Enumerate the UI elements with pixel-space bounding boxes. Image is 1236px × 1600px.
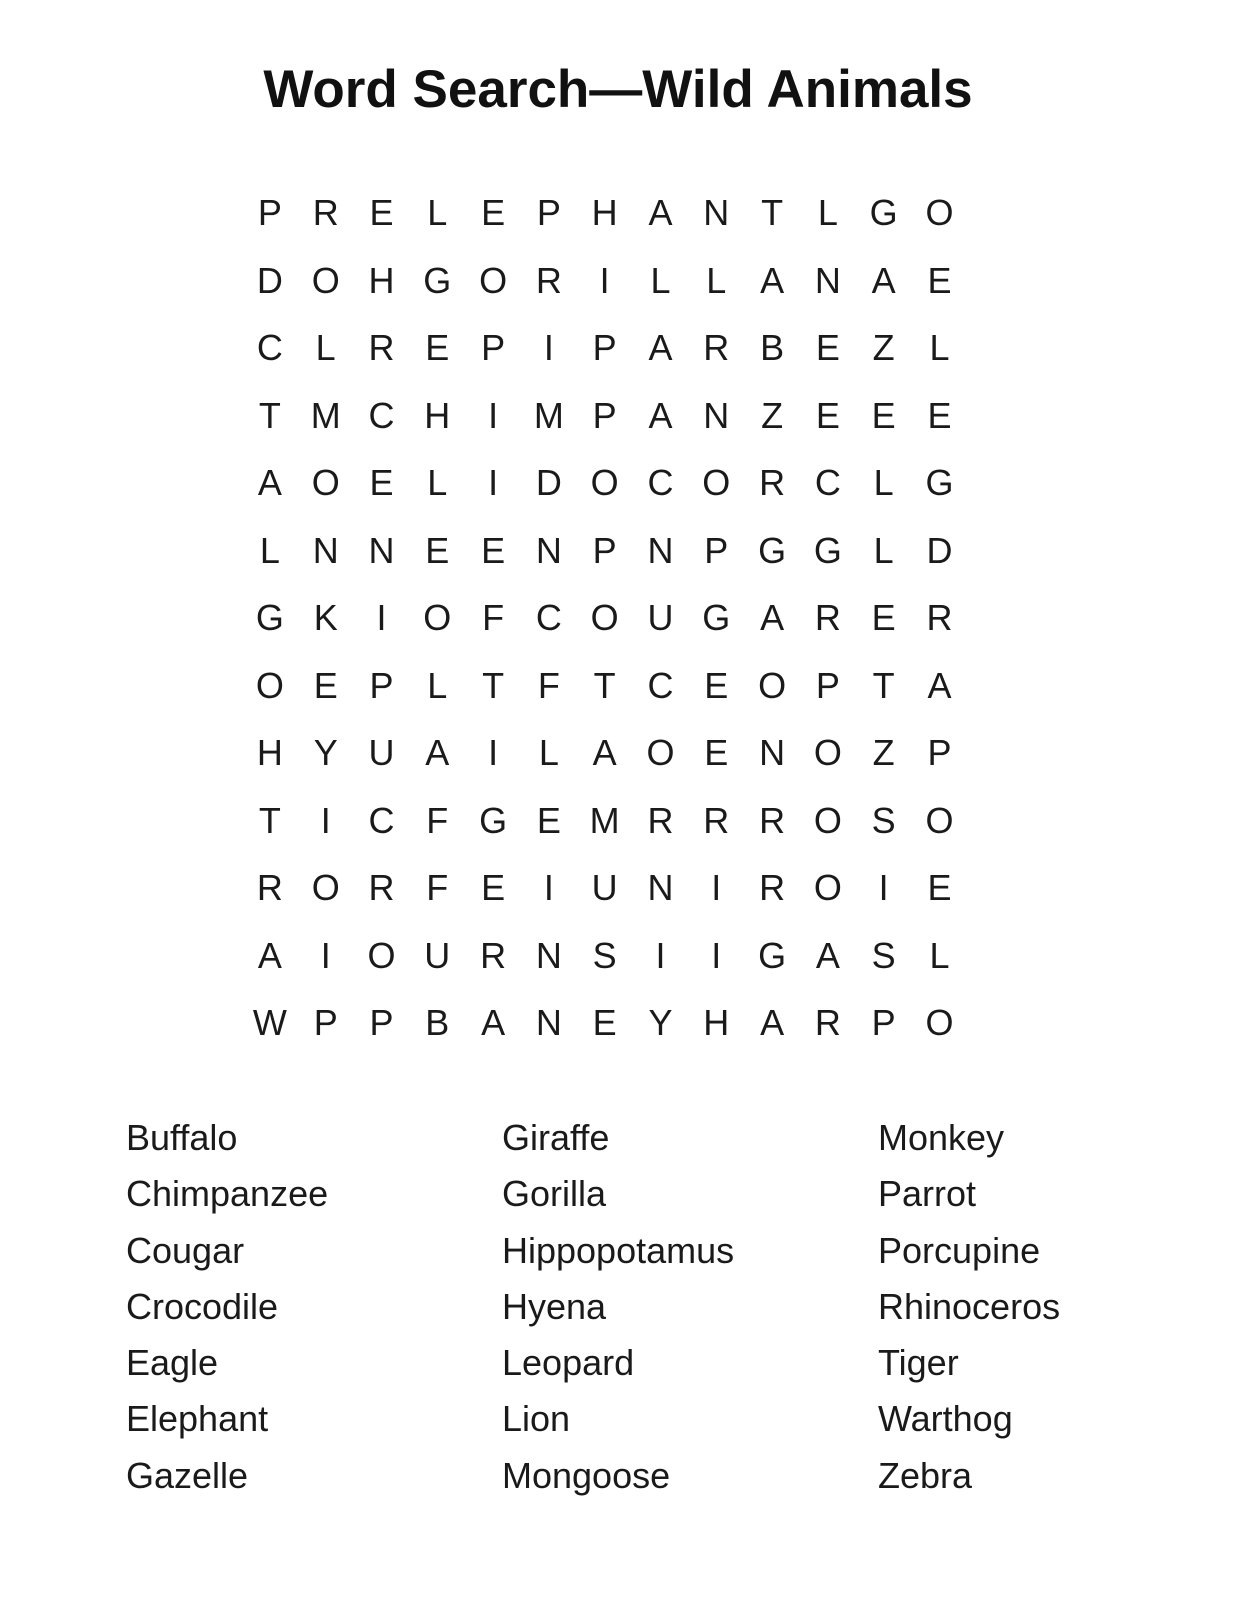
grid-letter: I [320,934,331,976]
grid-letter: L [929,327,950,368]
grid-letter: A [648,192,673,233]
grid-letter: P [815,664,840,706]
grid-letter: G [702,597,731,638]
grid-letter: K [313,597,338,638]
grid-letter: R [647,799,674,841]
grid-letter: I [488,462,499,503]
grid-letter: P [313,1002,338,1043]
grid-letter: D [535,462,562,503]
grid-letter: G [869,192,898,233]
grid-letter: P [927,732,952,773]
grid-letter: P [592,394,617,436]
grid-letter: P [871,1002,896,1043]
grid-row [242,719,968,787]
grid-letter: T [258,799,281,841]
grid-row [242,179,968,247]
word-list-item: Warthog [878,1398,1013,1440]
grid-letter: L [650,259,671,301]
letter-grid [242,179,968,1057]
grid-letter: C [368,799,395,841]
grid-letter: T [593,664,616,706]
grid-letter: E [871,597,896,638]
grid-letter: G [479,799,508,841]
grid-letter: O [925,1002,954,1043]
grid-letter: G [423,259,452,301]
grid-row [242,854,968,922]
grid-letter: S [592,934,617,976]
grid-letter: I [543,327,554,368]
grid-letter: S [871,799,896,841]
grid-letter: P [592,529,617,571]
grid-letter: L [427,664,448,706]
grid-letter: I [711,867,722,908]
grid-letter: U [591,867,618,908]
grid-letter: A [760,259,785,301]
word-list-item: Elephant [126,1398,269,1440]
grid-letter: R [535,259,562,301]
grid-letter: I [599,259,610,301]
grid-letter: O [367,934,396,976]
word-list [0,1110,1236,1530]
grid-letter: M [533,394,564,436]
grid-letter: E [481,192,506,233]
grid-letter: R [312,192,339,233]
grid-letter: A [927,664,952,706]
grid-letter: T [872,664,895,706]
grid-row [242,652,968,720]
grid-letter: R [256,867,283,908]
grid-letter: H [591,192,618,233]
grid-letter: O [311,462,340,503]
grid-letter: Y [648,1002,673,1043]
grid-letter: M [310,394,341,436]
grid-letter: G [813,529,842,571]
word-column-2 [502,1110,734,1504]
grid-letter: N [312,529,339,571]
grid-letter: U [647,597,674,638]
grid-letter: C [647,462,674,503]
grid-letter: C [814,462,841,503]
grid-letter: P [536,192,561,233]
grid-letter: E [815,394,840,436]
grid-letter: L [706,259,727,301]
grid-letter: E [313,664,338,706]
grid-letter: T [761,192,784,233]
word-list-item: Giraffe [502,1117,610,1158]
grid-letter: I [376,597,387,638]
word-list-item: Parrot [878,1173,977,1215]
grid-letter: R [703,327,730,368]
grid-letter: R [759,799,786,841]
grid-letter: O [925,192,954,233]
grid-letter: G [255,597,284,638]
grid-row [242,247,968,315]
grid-letter: O [813,732,842,773]
grid-letter: C [647,664,674,706]
word-list-item: Buffalo [126,1117,238,1158]
grid-letter: E [927,259,952,301]
grid-letter: A [871,259,896,301]
grid-letter: N [535,934,562,976]
grid-letter: P [481,327,506,368]
grid-letter: M [589,799,620,841]
grid-letter: F [482,597,505,638]
grid-letter: Z [761,394,784,436]
grid-letter: E [704,732,729,773]
grid-letter: A [425,732,450,773]
grid-letter: F [537,664,560,706]
grid-letter: L [315,327,336,368]
grid-letter: A [257,462,282,503]
grid-letter: T [482,664,505,706]
grid-letter: O [813,867,842,908]
word-list-item: Lion [502,1398,571,1440]
grid-letter: O [479,259,508,301]
word-list-item: Tiger [878,1342,959,1384]
grid-letter: E [704,664,729,706]
page-title: Word Search—Wild Animals [263,60,973,119]
grid-letter: E [425,327,450,368]
grid-letter: R [759,462,786,503]
grid-letter: E [536,799,561,841]
grid-row [242,922,968,990]
grid-letter: G [758,529,787,571]
grid-letter: R [926,597,953,638]
grid-letter: O [590,462,619,503]
word-list-item: Chimpanzee [126,1173,329,1215]
grid-letter: I [655,934,666,976]
grid-letter: O [423,597,452,638]
grid-letter: P [257,192,282,233]
grid-letter: N [647,529,674,571]
word-list-item: Cougar [126,1229,245,1271]
grid-letter: I [543,867,554,908]
grid-letter: P [592,327,617,368]
grid-letter: O [925,799,954,841]
grid-letter: A [760,1002,785,1043]
grid-letter: N [368,529,395,571]
grid-letter: L [817,192,838,233]
grid-row [242,989,968,1057]
grid-letter: E [927,867,952,908]
grid-letter: E [871,394,896,436]
grid-letter: D [926,529,953,571]
grid-letter: Z [872,732,895,773]
grid-letter: G [758,934,787,976]
grid-letter: I [488,732,499,773]
grid-letter: F [426,799,449,841]
grid-letter: A [760,597,785,638]
grid-letter: A [481,1002,506,1043]
grid-letter: E [425,529,450,571]
grid-letter: O [590,597,619,638]
grid-letter: H [703,1002,730,1043]
grid-letter: P [369,664,394,706]
grid-letter: E [592,1002,617,1043]
grid-letter: R [814,1002,841,1043]
word-column-1 [126,1110,328,1504]
grid-letter: A [257,934,282,976]
grid-letter: U [368,732,395,773]
grid-letter: L [259,529,280,571]
grid-letter: E [369,192,394,233]
grid-letter: O [702,462,731,503]
grid-letter: S [871,934,896,976]
word-column-3 [878,1110,1060,1504]
grid-letter: I [711,934,722,976]
grid-letter: A [592,732,617,773]
grid-letter: L [427,192,448,233]
grid-letter: C [256,327,283,368]
grid-letter: E [369,462,394,503]
grid-letter: P [704,529,729,571]
grid-letter: B [425,1002,450,1043]
grid-letter: G [925,462,954,503]
grid-letter: R [368,327,395,368]
word-list-item: Crocodile [126,1285,279,1327]
grid-letter: N [814,259,841,301]
grid-letter: L [873,462,894,503]
grid-row [242,314,968,382]
grid-row [242,787,968,855]
grid-letter: N [647,867,674,908]
grid-letter: C [368,394,395,436]
grid-letter: W [252,1002,287,1043]
word-list-item: Hyena [502,1285,607,1327]
grid-letter: R [814,597,841,638]
grid-letter: E [927,394,952,436]
grid-letter: O [311,867,340,908]
word-list-item: Eagle [126,1342,219,1384]
grid-letter: A [648,394,673,436]
grid-letter: L [929,934,950,976]
grid-letter: O [646,732,675,773]
grid-letter: Y [313,732,338,773]
grid-letter: R [703,799,730,841]
grid-letter: A [648,327,673,368]
grid-letter: H [424,394,451,436]
grid-row [242,517,968,585]
grid-letter: N [703,394,730,436]
grid-letter: O [758,664,787,706]
grid-letter: N [703,192,730,233]
grid-letter: N [759,732,786,773]
word-list-item: Zebra [878,1454,973,1496]
grid-letter: Z [872,327,895,368]
grid-letter: I [488,394,499,436]
grid-letter: L [873,529,894,571]
word-list-item: Hippopotamus [502,1229,735,1271]
grid-letter: L [538,732,559,773]
grid-letter: P [369,1002,394,1043]
grid-letter: C [535,597,562,638]
grid-letter: N [535,529,562,571]
grid-letter: O [311,259,340,301]
word-list-item: Monkey [878,1117,1005,1158]
word-list-item: Rhinoceros [878,1285,1061,1327]
grid-letter: E [481,529,506,571]
grid-letter: L [427,462,448,503]
grid-letter: I [320,799,331,841]
grid-letter: B [760,327,785,368]
word-list-item: Gazelle [126,1454,249,1496]
grid-letter: E [481,867,506,908]
grid-letter: R [480,934,507,976]
grid-letter: O [255,664,284,706]
grid-letter: F [426,867,449,908]
grid-letter: T [258,394,281,436]
word-list-item: Gorilla [502,1173,607,1215]
grid-letter: N [535,1002,562,1043]
grid-letter: D [256,259,283,301]
grid-letter: R [759,867,786,908]
grid-letter: A [815,934,840,976]
grid-row [242,382,968,450]
word-list-item: Mongoose [502,1454,671,1496]
grid-row [242,449,968,517]
grid-letter: R [368,867,395,908]
grid-letter: H [368,259,395,301]
word-list-item: Leopard [502,1342,635,1384]
word-list-item: Porcupine [878,1229,1041,1271]
grid-letter: H [256,732,283,773]
grid-row [242,584,968,652]
grid-letter: O [813,799,842,841]
grid-letter: U [424,934,451,976]
grid-letter: I [878,867,889,908]
grid-letter: E [815,327,840,368]
